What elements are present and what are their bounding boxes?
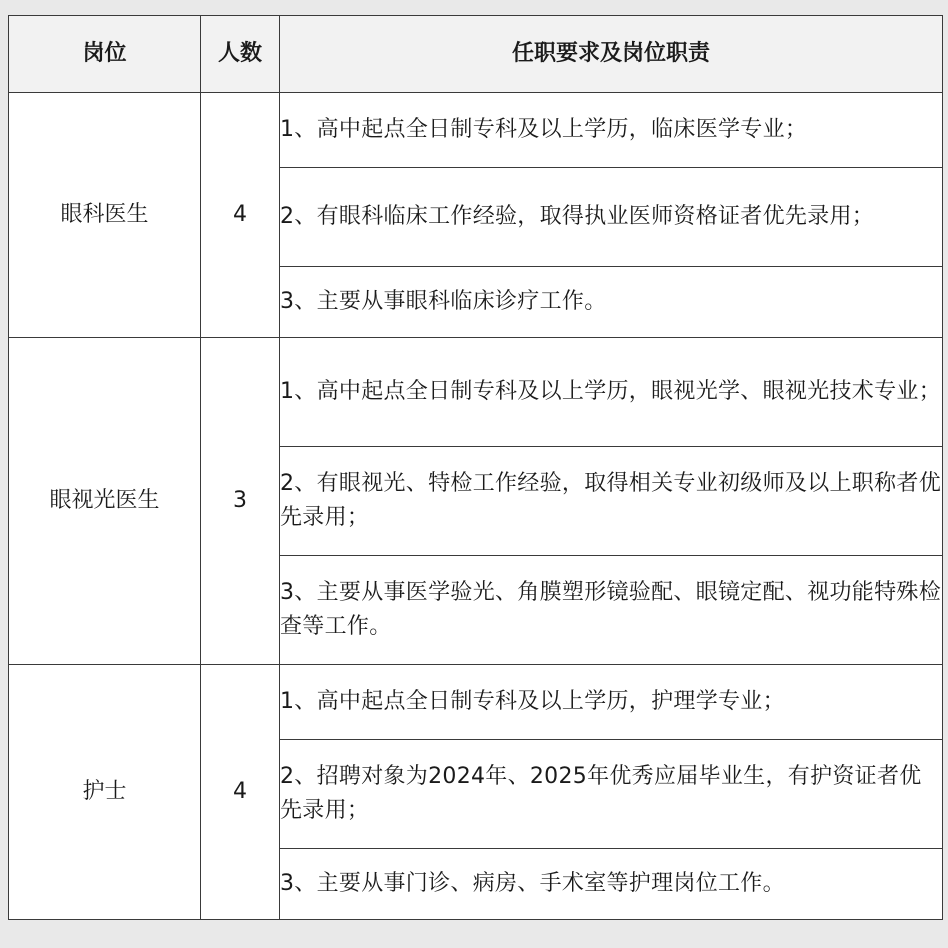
- count-cell: 4: [201, 93, 280, 338]
- requirement-cell: 3、主要从事眼科临床诊疗工作。: [280, 267, 943, 338]
- position-cell: 护士: [9, 665, 201, 920]
- requirement-cell: 1、高中起点全日制专科及以上学历，护理学专业；: [280, 665, 943, 740]
- requirement-cell: 3、主要从事门诊、病房、手术室等护理岗位工作。: [280, 849, 943, 920]
- requirement-cell: 2、有眼科临床工作经验，取得执业医师资格证者优先录用；: [280, 168, 943, 267]
- position-cell: 眼视光医生: [9, 338, 201, 665]
- table-header-row: [9, 16, 943, 93]
- position-cell: 眼科医生: [9, 93, 201, 338]
- requirement-cell: 2、招聘对象为2024年、2025年优秀应届毕业生，有护资证者优先录用；: [280, 740, 943, 849]
- requirement-cell: 1、高中起点全日制专科及以上学历，临床医学专业；: [280, 93, 943, 168]
- header-requirements: 任职要求及岗位职责: [280, 16, 943, 93]
- table-row: [9, 93, 943, 168]
- header-count: 人数: [201, 16, 280, 93]
- requirement-cell: 2、有眼视光、特检工作经验，取得相关专业初级师及以上职称者优先录用；: [280, 447, 943, 556]
- table-row: [9, 338, 943, 447]
- recruitment-table: [8, 15, 943, 920]
- header-position: 岗位: [9, 16, 201, 93]
- requirement-cell: 1、高中起点全日制专科及以上学历，眼视光学、眼视光技术专业；: [280, 338, 943, 447]
- requirement-cell: 3、主要从事医学验光、角膜塑形镜验配、眼镜定配、视功能特殊检查等工作。: [280, 556, 943, 665]
- count-cell: 3: [201, 338, 280, 665]
- table-row: [9, 665, 943, 740]
- count-cell: 4: [201, 665, 280, 920]
